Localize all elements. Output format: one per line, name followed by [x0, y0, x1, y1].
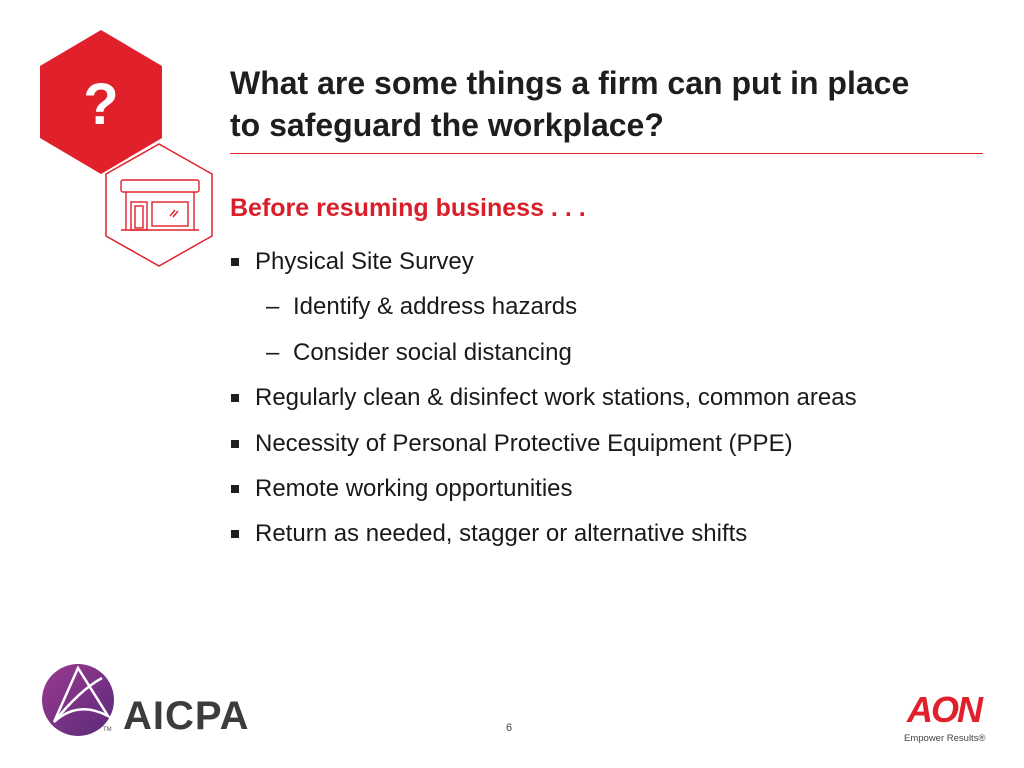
svg-text:?: ?	[83, 72, 119, 137]
title-divider	[230, 153, 983, 154]
aicpa-trademark: TM	[103, 727, 112, 733]
slide-title	[230, 62, 980, 146]
dash-marker: –	[266, 293, 280, 321]
aon-tagline: Empower Results®	[904, 733, 986, 744]
sub-bullet-text: Consider social distancing	[293, 338, 572, 366]
bullet-item	[230, 511, 990, 556]
bullet-text: Regularly clean & disinfect work stations, common areas	[255, 384, 857, 412]
storefront-icon	[104, 142, 214, 268]
aon-logo	[898, 688, 990, 728]
dash-marker: –	[266, 338, 280, 366]
section-subheading: Before resuming business . . .	[230, 194, 586, 222]
page-number: 6	[506, 722, 513, 734]
sub-bullet-item	[230, 330, 990, 375]
svg-text:AON: AON	[907, 689, 981, 728]
bullet-item	[230, 466, 990, 511]
title-line-1: What are some things a firm can put in place	[230, 65, 910, 101]
bullet-item	[230, 239, 990, 284]
aicpa-wordmark: AICPA	[123, 694, 250, 738]
title-line-2: to safeguard the workplace?	[230, 107, 664, 143]
sub-bullet-item	[230, 284, 990, 329]
bullet-text: Remote working opportunities	[255, 474, 573, 502]
bullet-text: Physical Site Survey	[255, 248, 474, 275]
bullet-text: Necessity of Personal Protective Equipment (PPE)	[255, 429, 793, 457]
bullet-item	[230, 421, 990, 466]
bullet-text: Return as needed, stagger or alternative shifts	[255, 520, 748, 548]
sub-bullet-text: Identify & address hazards	[293, 293, 578, 321]
bullet-item	[230, 375, 990, 420]
bullet-list	[230, 239, 990, 557]
